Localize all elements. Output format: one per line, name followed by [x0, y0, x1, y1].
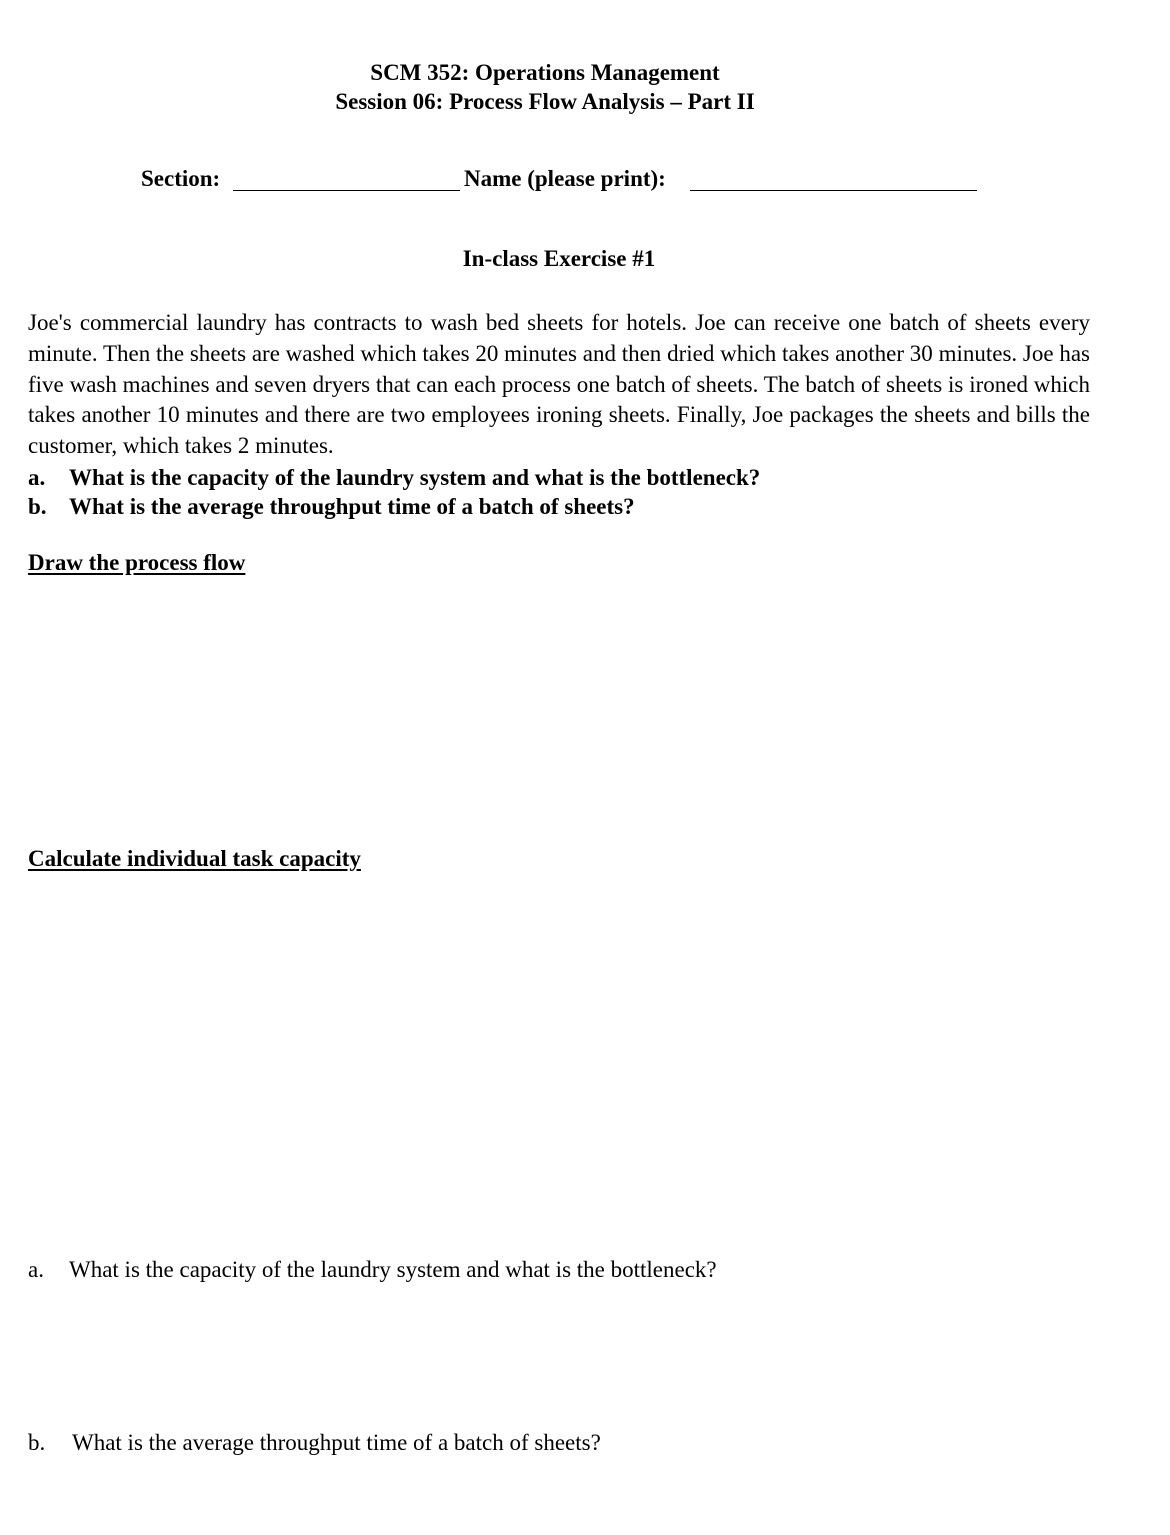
answer-b-text: What is the average throughput time of a batch of sheets? — [72, 1430, 601, 1455]
answer-a-text: What is the capacity of the laundry system and what is the bottleneck? — [69, 1257, 717, 1282]
question-b-marker: b. — [28, 494, 47, 519]
task-capacity-heading: Calculate individual task capacity — [28, 846, 361, 871]
section-label: Section: — [141, 166, 221, 191]
question-b — [28, 492, 928, 521]
answer-a-marker: a. — [28, 1257, 44, 1282]
problem-text: Joe's commercial laundry has contracts to wash bed sheets for hotels. Joe can receive one batch of sheets every minute. Then the sheets are washed which takes 20 minutes and then dried which takes another 30 minutes. Joe has five wash machines and seven dryers that can each process one batch of sheets. The batch of sheets is ironed which takes another 10 minutes and there are two employees ironing sheets. Finally, Joe packages the sheets and bills the customer, which takes 2 minutes. — [28, 310, 1090, 459]
question-a-marker: a. — [28, 465, 46, 490]
question-a — [28, 463, 928, 492]
question-a-text: What is the capacity of the laundry system and what is the bottleneck? — [69, 465, 761, 490]
draw-process-flow-heading: Draw the process flow — [28, 550, 246, 575]
section-field[interactable] — [233, 190, 460, 191]
session-title: Session 06: Process Flow Analysis – Part II — [335, 89, 755, 114]
name-field[interactable] — [690, 190, 977, 191]
exercise-title: In-class Exercise #1 — [462, 246, 656, 271]
answer-b-marker: b. — [28, 1430, 46, 1455]
question-b-text: What is the average throughput time of a batch of sheets? — [69, 494, 635, 519]
answer-b-prompt — [28, 1430, 928, 1460]
answer-a-prompt — [28, 1257, 928, 1287]
name-label: Name (please print): — [464, 166, 666, 191]
course-title: SCM 352: Operations Management — [370, 60, 720, 85]
